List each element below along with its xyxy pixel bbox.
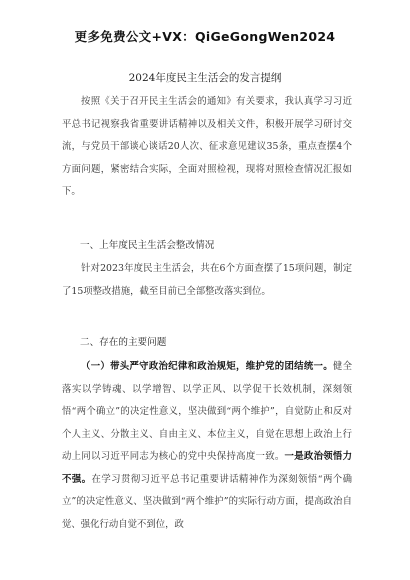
section-2-paragraph bbox=[62, 356, 352, 536]
subsection-heading: （一）带头严守政治纪律和政治规矩，维护党的团结统一。 bbox=[81, 361, 333, 372]
intro-paragraph: 按照《关于召开民主生活会的通知》有关要求，我认真学习习近平总书记视察我省重要讲话精神以及相关文件，积极开展学习研讨交流，与党员干部谈心谈话20人次、征求意见建议35条，重点查摆4个方面问题，紧密结合实际，全面对照检视，现将对照检查情况汇报如下。 bbox=[62, 96, 352, 197]
promo-banner: 更多免费公文+VX：QiGeGongWen2024 bbox=[74, 29, 336, 44]
subsection-bold-point: 一是政治领悟力不强。 bbox=[62, 451, 352, 485]
section-heading-2: 二、存在的主要问题 bbox=[80, 337, 167, 348]
document-title: 2024年度民主生活会的发言提纲 bbox=[128, 72, 282, 84]
section-1-paragraph: 针对2023年度民主生活会，共在6个方面查摆了15项问题，制定了15项整改措施，截至目前已全部整改落实到位。 bbox=[62, 263, 352, 297]
subsection-text-c: 在学习贯彻习近平总书记重要讲话精神作为深刻领悟“两个确立”的决定性意义、坚决做到“两个维护”的实际行动方面，提高政治自觉、强化行动自觉不到位，政 bbox=[62, 473, 352, 530]
subsection-text-a: 健全落实以学铸魂、以学增智、以学正风、以学促干长效机制，深刻领悟“两个确立”的决定性意义，坚决做到“两个维护”，自觉防止和反对个人主义、分散主义、自由主义、本位主义，自觉在思想上政治上行动上同以习近平同志为核心的党中央保持高度一致。 bbox=[62, 361, 352, 462]
section-heading-1: 一、上年度民主生活会整改情况 bbox=[80, 240, 215, 251]
